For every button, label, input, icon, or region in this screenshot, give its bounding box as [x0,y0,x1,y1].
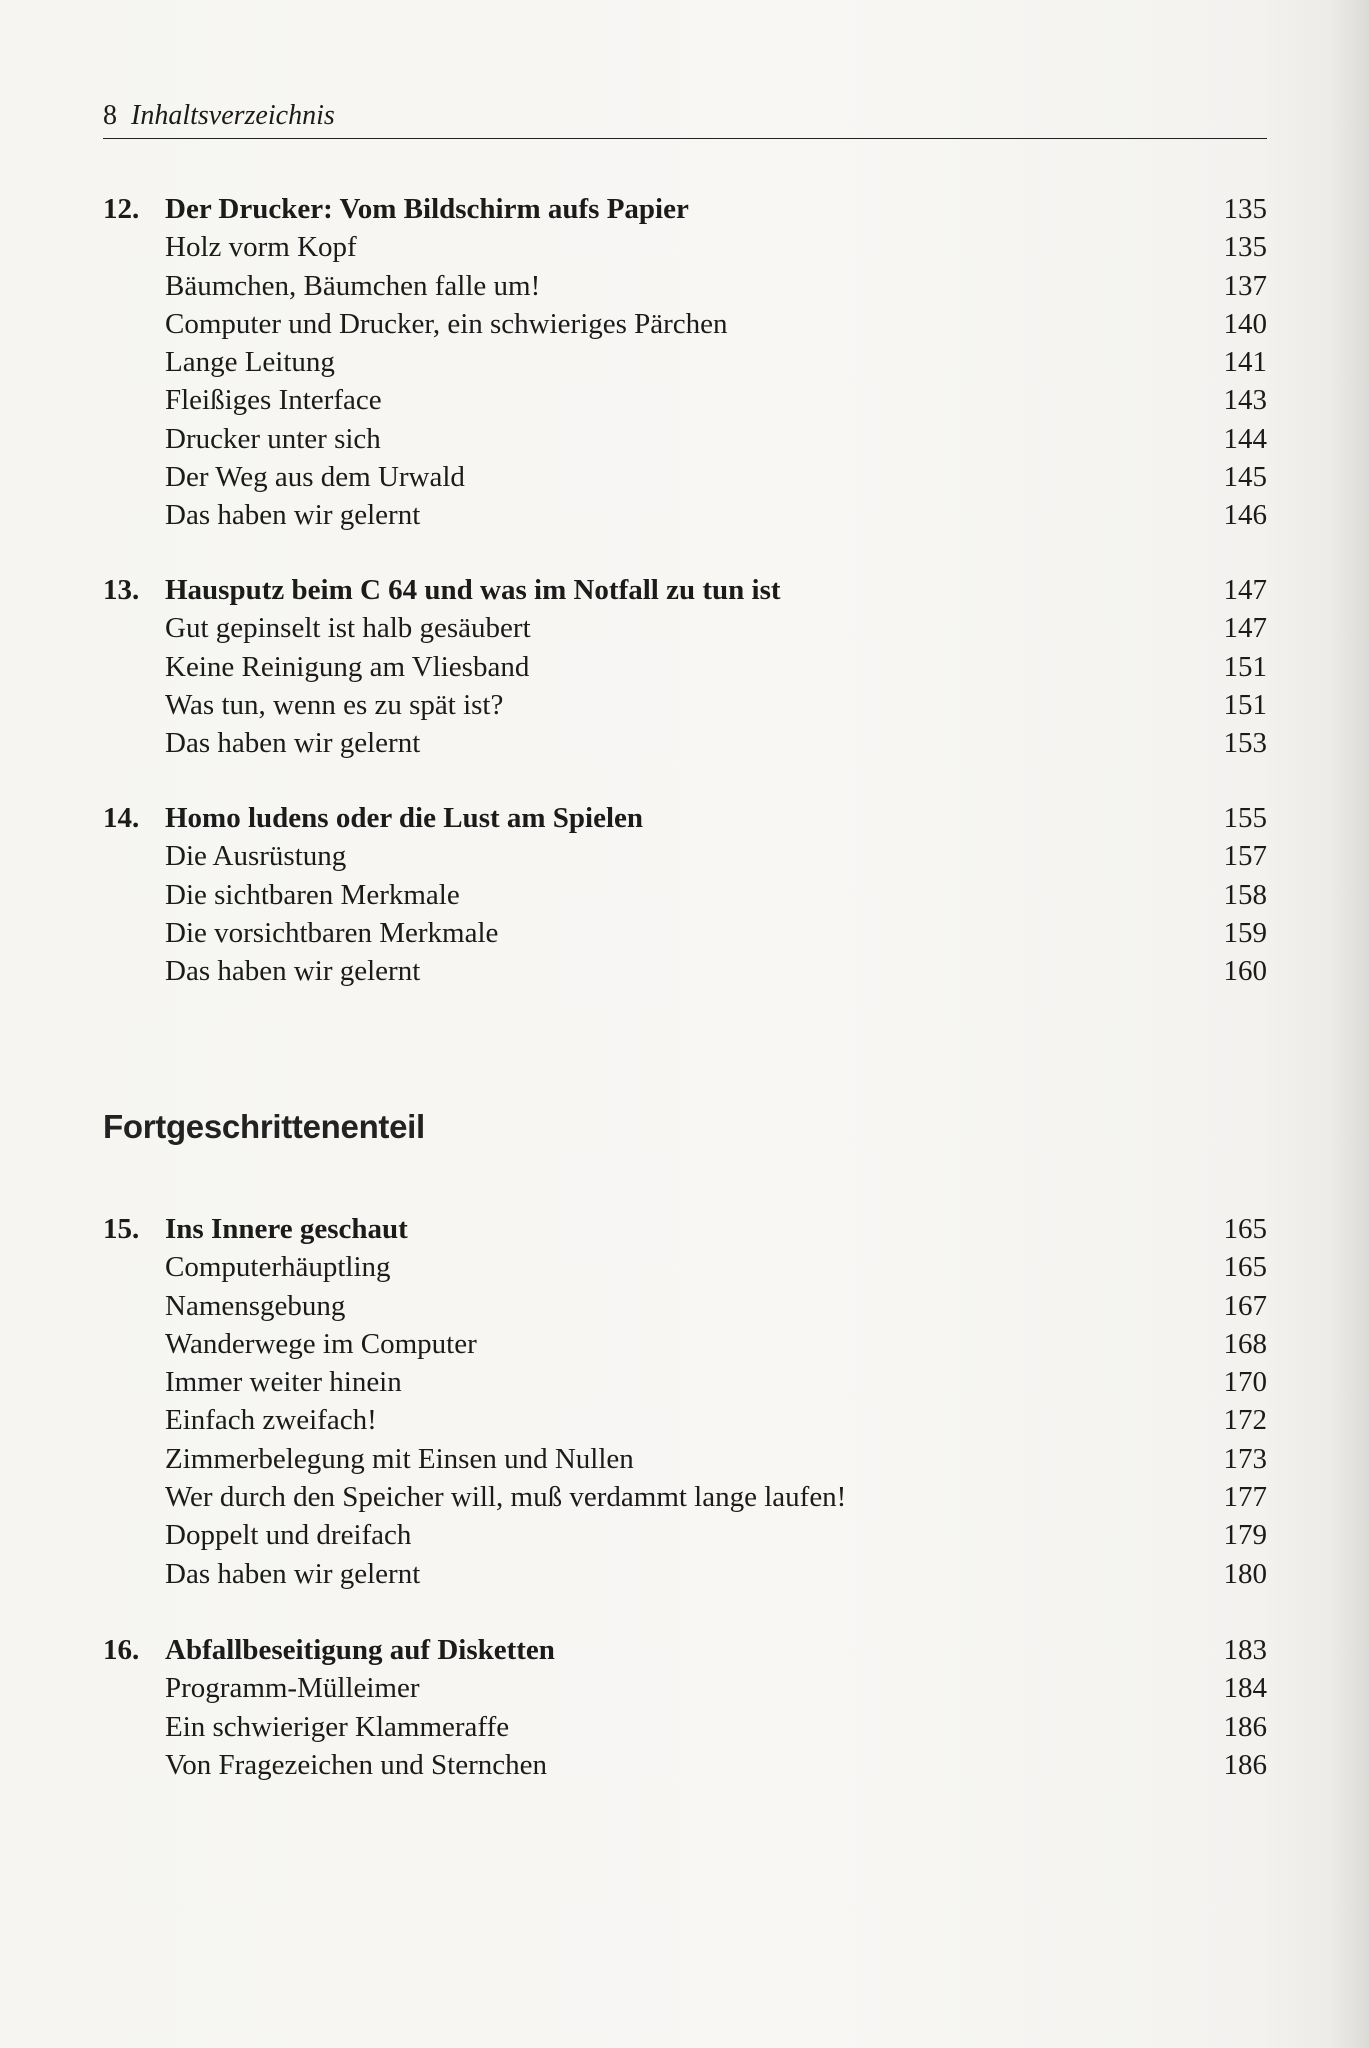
entry-page: 151 [1223,688,1267,721]
entry-page: 144 [1223,422,1267,455]
chapter-number: 16. [103,1634,140,1666]
toc-entry [103,1746,1267,1784]
chapter-page: 165 [1223,1213,1267,1245]
toc-entry [103,496,1267,534]
entry-title: Gut gepinselt ist halb gesäubert [165,612,531,645]
toc-chapter-14 [103,799,1267,990]
entry-page: 153 [1223,727,1267,760]
entry-title: Die sichtbaren Merkmale [165,878,460,911]
entry-title: Einfach zweifach! [165,1404,377,1437]
toc-entry [103,1325,1267,1363]
entry-title: Wanderwege im Computer [165,1327,477,1360]
entry-title: Bäumchen, Bäumchen falle um! [165,269,541,302]
entry-title: Doppelt und dreifach [165,1519,412,1552]
toc-chapter-row [103,799,1267,837]
toc-entry [103,1363,1267,1401]
entry-title: Keine Reinigung am Vliesband [165,650,530,683]
entry-title: Wer durch den Speicher will, muß verdammt lange laufen! [165,1481,847,1514]
entry-page: 158 [1223,878,1267,911]
chapter-title: Hausputz beim C 64 und was im Notfall zu tun ist [165,574,781,606]
entry-title: Von Fragezeichen und Sternchen [165,1748,547,1781]
toc-chapter-15 [103,1210,1267,1593]
chapter-title: Der Drucker: Vom Bildschirm aufs Papier [165,193,689,225]
toc-entry [103,267,1267,305]
entry-page: 160 [1223,955,1267,988]
chapter-number: 12. [103,193,140,225]
entry-page: 145 [1223,461,1267,494]
toc-entry [103,876,1267,914]
toc-entry [103,381,1267,419]
running-title: Inhaltsverzeichnis [131,100,335,131]
toc-entry [103,837,1267,875]
entry-page: 186 [1223,1748,1267,1781]
toc-entry [103,724,1267,762]
entry-page: 147 [1223,612,1267,645]
entry-title: Fleißiges Interface [165,384,382,417]
chapter-page: 183 [1223,1634,1267,1666]
toc-chapter-row [103,1210,1267,1248]
entry-page: 180 [1223,1557,1267,1590]
entry-title: Computerhäuptling [165,1251,391,1284]
entry-title: Das haben wir gelernt [165,499,421,532]
entry-title: Die Ausrüstung [165,840,347,873]
chapter-page: 147 [1223,574,1267,606]
toc-entry [103,914,1267,952]
toc-entry [103,648,1267,686]
entry-page: 186 [1223,1710,1267,1743]
entry-title: Zimmerbelegung mit Einsen und Nullen [165,1442,634,1475]
page-header [103,98,1267,139]
chapter-number: 13. [103,574,140,606]
toc-chapter-row [103,1631,1267,1669]
entry-page: 177 [1223,1481,1267,1514]
toc-entry [103,1708,1267,1746]
chapter-title: Homo ludens oder die Lust am Spielen [165,802,644,834]
entry-page: 165 [1223,1251,1267,1284]
chapter-title: Ins Innere geschaut [165,1213,408,1245]
toc-entry [103,1516,1267,1554]
page-edge-shadow [1329,0,1369,2048]
toc-entry [103,1401,1267,1439]
entry-title: Das haben wir gelernt [165,1557,421,1590]
entry-page: 157 [1223,840,1267,873]
toc-entry [103,686,1267,724]
entry-page: 141 [1223,346,1267,379]
toc-entry [103,1248,1267,1286]
entry-page: 168 [1223,1327,1267,1360]
entry-title: Computer und Drucker, ein schwieriges Pärchen [165,307,728,340]
chapter-number: 14. [103,802,140,834]
entry-page: 146 [1223,499,1267,532]
entry-title: Der Weg aus dem Urwald [165,461,465,494]
entry-title: Drucker unter sich [165,422,381,455]
toc-chapter-16 [103,1631,1267,1784]
entry-page: 143 [1223,384,1267,417]
part-heading: Fortgeschrittenenteil [103,1108,425,1145]
entry-page: 173 [1223,1442,1267,1475]
toc-chapter-row [103,571,1267,609]
entry-page: 170 [1223,1366,1267,1399]
chapter-page: 155 [1223,802,1267,834]
toc-chapter-13 [103,571,1267,762]
toc-entry [103,343,1267,381]
toc-entry [103,952,1267,990]
entry-title: Holz vorm Kopf [165,231,357,264]
toc-chapter-row [103,190,1267,228]
chapter-page: 135 [1223,193,1267,225]
entry-title: Das haben wir gelernt [165,727,421,760]
toc-entry [103,1555,1267,1593]
entry-page: 179 [1223,1519,1267,1552]
entry-title: Namensgebung [165,1289,346,1322]
entry-title: Ein schwieriger Klammeraffe [165,1710,510,1743]
toc-entry [103,228,1267,266]
chapter-number: 15. [103,1213,140,1245]
toc-entry [103,1669,1267,1707]
toc-entry [103,1287,1267,1325]
toc-entry [103,420,1267,458]
entry-title: Was tun, wenn es zu spät ist? [165,688,504,721]
toc-entry [103,1440,1267,1478]
toc-entry [103,458,1267,496]
toc-entry [103,305,1267,343]
toc-entry [103,1478,1267,1516]
entry-title: Immer weiter hinein [165,1366,402,1399]
entry-title: Das haben wir gelernt [165,955,421,988]
toc-entry [103,609,1267,647]
entry-page: 172 [1223,1404,1267,1437]
entry-title: Die vorsichtbaren Merkmale [165,916,499,949]
page-number: 8 [103,100,117,131]
entry-page: 167 [1223,1289,1267,1322]
toc-chapter-12 [103,190,1267,535]
entry-page: 159 [1223,916,1267,949]
entry-page: 140 [1223,307,1267,340]
entry-page: 137 [1223,269,1267,302]
entry-page: 151 [1223,650,1267,683]
entry-title: Lange Leitung [165,346,335,379]
entry-page: 184 [1223,1672,1267,1705]
chapter-title: Abfallbeseitigung auf Disketten [165,1634,555,1666]
entry-title: Programm-Mülleimer [165,1672,420,1705]
entry-page: 135 [1223,231,1267,264]
